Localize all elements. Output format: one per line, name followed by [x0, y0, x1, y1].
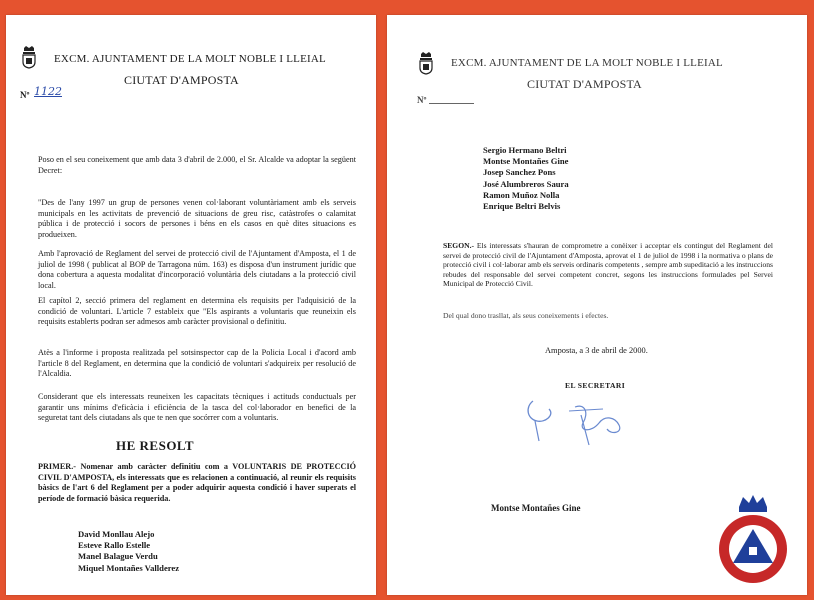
- list-item: Ramon Muñoz Nolla: [483, 189, 560, 200]
- list-item: Esteve Rallo Estelle: [78, 540, 151, 551]
- list-item: Josep Sanchez Pons: [483, 167, 556, 178]
- document-number-label: Nº: [20, 90, 30, 100]
- decree-paragraph-5: Considerant que els interessats reuneixen les capacitats tècniques i actituds conductuals per garantir uns mínims d'eficàcia i eficiència de la tasca del col·laborador en benefici de la seguretat tant dels ciutadans als que te nen que socórrer com a voluntaris.: [38, 392, 356, 423]
- signer-name: Montse Montañes Gine: [491, 503, 581, 513]
- decree-paragraph-4: Atès a l'informe i proposta realitzada pel sotsinspector cap de la Policia Local i d'acord amb l'article 8 del Reglament, en determina que la condició de voluntari s'adquireix per resolució de l'Alcaldia.: [38, 348, 356, 379]
- header-title-line1: EXCM. AJUNTAMENT DE LA MOLT NOBLE I LLEIAL: [451, 57, 723, 69]
- volunteer-names-list-right: [483, 145, 569, 212]
- list-item: Montse Montañes Gine: [483, 156, 569, 167]
- decree-paragraph-2: Amb l'aprovació de Reglament del servei de protecció civil de l'Ajuntament d'Amposta, el 1 de juliol de 1998 ( publicat al BOP de Tarragona núm. 163) es disposa d'un instrument jurídic que dona cobertura a aquesta modalitat d'incorporació voluntària dels ciutadans a la protecció civil local.: [38, 249, 356, 290]
- primer-label: PRIMER.-: [38, 462, 76, 471]
- municipal-crest-icon: [417, 51, 435, 75]
- list-item: José Alumbreros Saura: [483, 178, 569, 189]
- primer-paragraph: [38, 462, 356, 504]
- closing-line: Del qual dono trasllat, als seus coneixements i efectes.: [443, 311, 609, 320]
- list-item: David Monllau Alejo: [78, 529, 155, 539]
- segon-label: SEGON.-: [443, 241, 475, 250]
- municipal-crest-icon: [20, 45, 38, 69]
- primer-text: Nomenar amb caràcter definitiu com a VOLUNTARIS DE PROTECCIÓ CIVIL D'AMPOSTA, els interessats que es relacionen a continuació, al reunir els requisits bàsics de l'art 6 del Reglament per a poder adquirir aquesta condició i haver superats el període de formació bàsica requerida.: [38, 462, 357, 503]
- volunteer-names-list-left: [78, 529, 179, 574]
- secretary-title: EL SECRETARI: [565, 381, 626, 390]
- place-date: Amposta, a 3 de abril de 2000.: [545, 346, 648, 355]
- decree-paragraph-1: "Des de l'any 1997 un grup de persones venen col·laborant voluntàriament amb els serveis municipals en les activitats de prevenció de situacions de greu risc, catàstrofes o calamitat pública i de protecció i socors de persones i béns en els casos en què dites situacions es produeixen.: [38, 198, 356, 239]
- header-title-line1: EXCM. AJUNTAMENT DE LA MOLT NOBLE I LLEIAL: [54, 53, 326, 65]
- list-item: Sergio Hermano Beltri: [483, 145, 567, 155]
- list-item: Enrique Beltri Belvis: [483, 201, 561, 212]
- list-item: Miquel Montañes Vallderez: [78, 562, 180, 573]
- list-item: Manel Balague Verdu: [78, 551, 158, 562]
- decree-paragraph-3: El capítol 2, secció primera del reglament en determina els requisits per l'adquisició de la condició de voluntari. L'article 7 estableix que "Els aspirants a voluntaris que reuneixin els requisits establerts podran ser admesos amb caràcter provisional o definitiu.: [38, 296, 356, 327]
- segon-text: Els interessats s'hauran de comprometre a conèixer i acceptar els contingut del Reglament del servei de protecció civil de l'Ajuntament d'Amposta, aprovat el 1 de juliol de 1998 i la normativa o plans de protecció civil i col·laborar amb els serveis ordinaris competents , sempre amb supeditació a les instruccions rebudes del responsable del servei competent concret, segons les instruccions formulades pel Servei Municipal de Protecció Civil.: [443, 241, 773, 289]
- header-title-line2: CIUTAT D'AMPOSTA: [527, 77, 642, 91]
- document-page-right: [387, 15, 807, 595]
- document-number-value: 1122: [34, 85, 62, 98]
- document-number-label: Nº: [417, 95, 427, 105]
- handwritten-signature: [515, 393, 645, 453]
- resolution-heading: HE RESOLT: [116, 438, 195, 453]
- proteccion-civil-seal-icon: [715, 493, 791, 585]
- intro-paragraph: Poso en el seu coneixement que amb data 3 d'abril de 2.000, el Sr. Alcalde va adoptar la següent Decret:: [38, 155, 356, 175]
- segon-paragraph: [443, 241, 773, 289]
- document-page-left: [6, 15, 376, 595]
- document-number-blank: [429, 103, 474, 104]
- header-title-line2: CIUTAT D'AMPOSTA: [124, 73, 239, 87]
